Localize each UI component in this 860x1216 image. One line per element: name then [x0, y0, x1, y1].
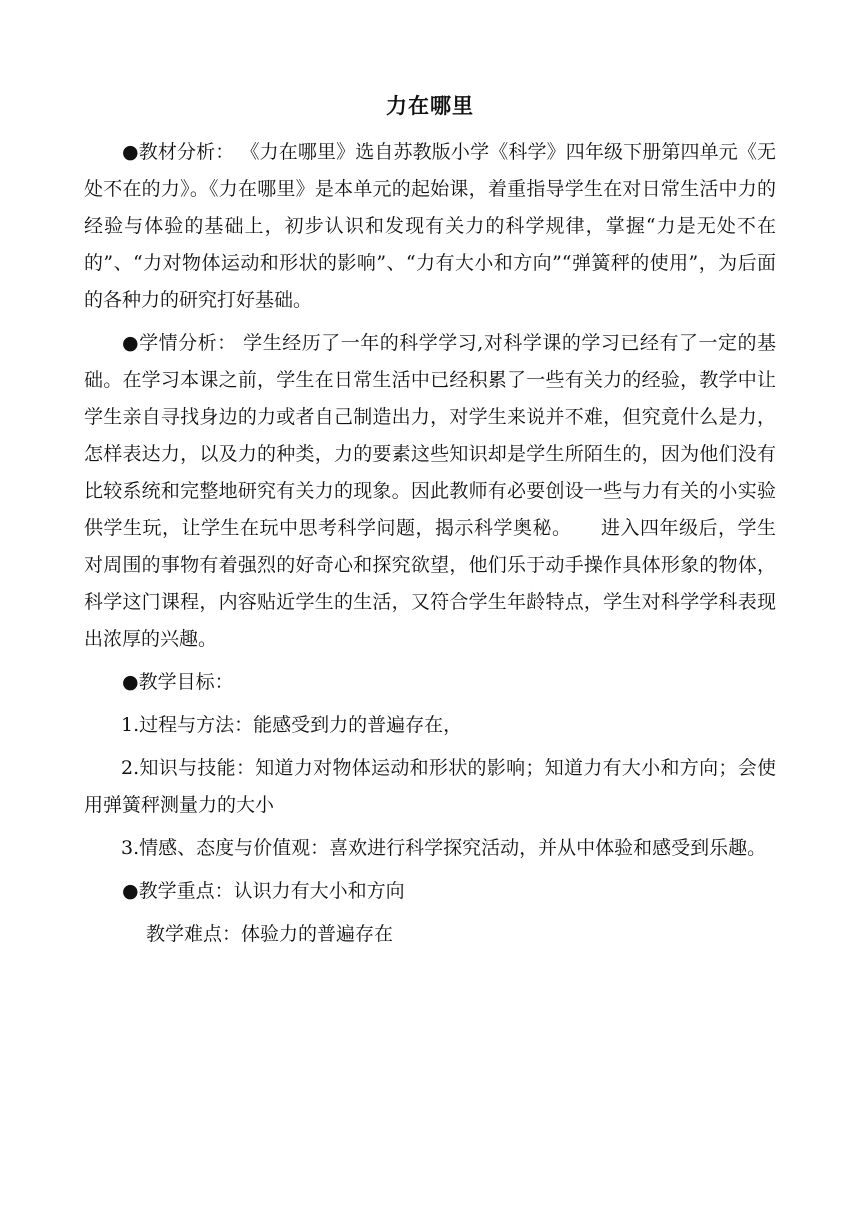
difficulty-line: 教学难点：体验力的普遍存在	[146, 923, 394, 945]
material-analysis-paragraph: ●教材分析： 《力在哪里》选自苏教版小学《科学》四年级下册第四单元《无处不在的力》。《力在哪里》是本单元的起始课，着重指导学生在对日常生活中力的经验与体验的基础上，初步认识和发现有关力的科学规律，掌握“力是无处不在的”、“力对物体运动和形状的影响”、“力有大小和方向”“弹簧秤的使用”，为后面的各种力的研究打好基础。	[84, 141, 776, 311]
objectives-heading: ●教学目标：	[122, 671, 234, 693]
objective-item-3: 3.情感、态度与价值观：喜欢进行科学探究活动，并从中体验和感受到乐趣。	[121, 837, 767, 859]
document-body	[84, 134, 776, 959]
learner-analysis-paragraph: ●学情分析： 学生经历了一年的科学学习,对科学课的学习已经有了一定的基础。在学习本课之前，学生在日常生活中已经积累了一些有关力的经验，教学中让学生亲自寻找身边的力或者自己制造出力，对学生来说并不难，但究竟什么是力，怎样表达力，以及力的种类，力的要素这些知识却是学生所陌生的，因为他们没有比较系统和完整地研究有关力的现象。因此教师有必要创设一些与力有关的小实验供学生玩，让学生在玩中思考科学问题，揭示科学奥秘。 进入四年级后，学生对周围的事物有着强烈的好奇心和探究欲望，他们乐于动手操作具体形象的物体，科学这门课程，内容贴近学生的生活，又符合学生年龄特点，学生对科学学科表现出浓厚的兴趣。	[84, 332, 776, 650]
objective-item-1: 1.过程与方法：能感受到力的普遍存在，	[121, 714, 463, 736]
key-point-line: ●教学重点：认识力有大小和方向	[122, 880, 405, 902]
document-title: 力在哪里	[386, 94, 474, 118]
objective-item-2: 2.知识与技能：知道力对物体运动和形状的影响；知道力有大小和方向；会使用弹簧秤测量力的大小	[84, 757, 776, 816]
